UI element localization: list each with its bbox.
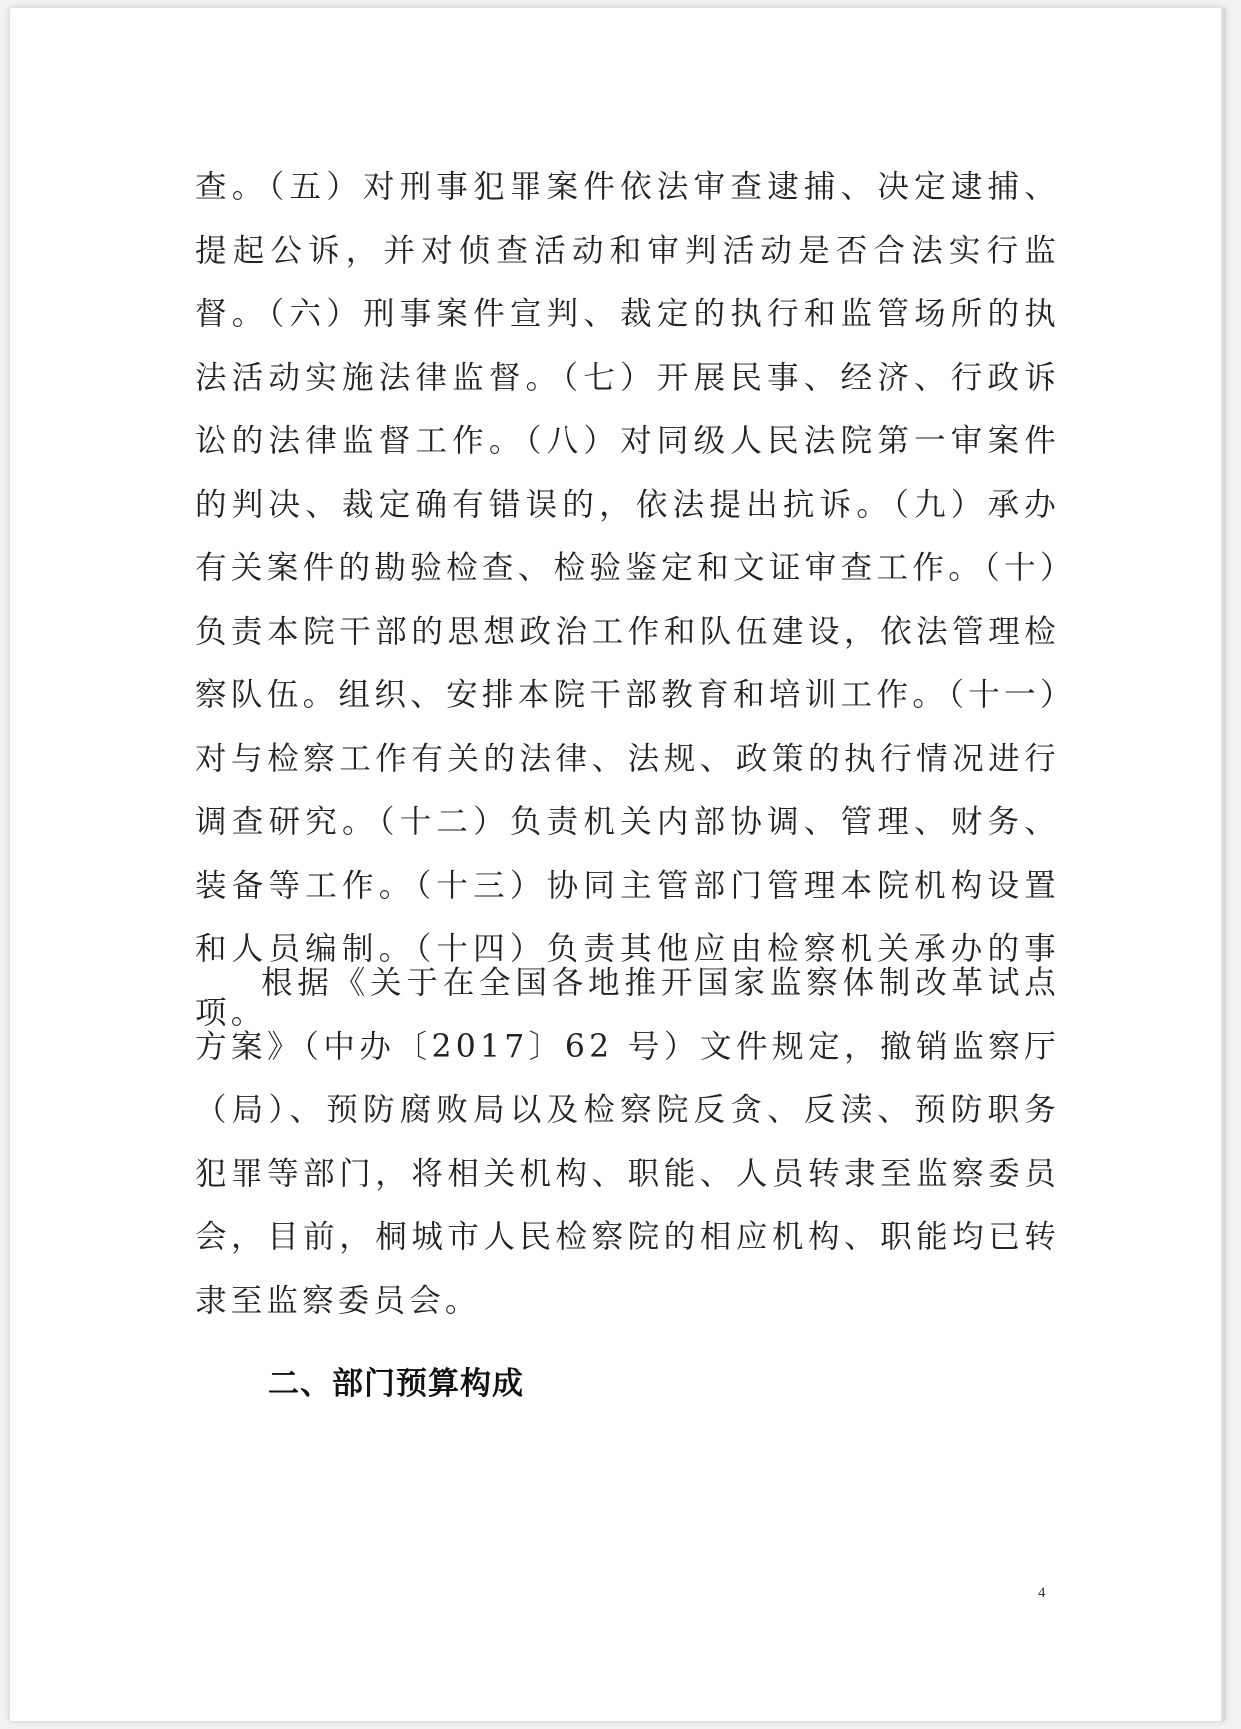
section-heading: 二、部门预算构成 — [268, 1366, 524, 1402]
body-paragraph-reform: 根据《关于在全国各地推开国家监察体制改革试点方案》（中办〔2017〕62 号）文件规定，撤销监察厅（局）、预防腐败局以及检察院反贪、反渎、预防职务犯罪等部门，将相关机构、职能、人员转隶至监察委员会，目前，桐城市人民检察院的相应机构、职能均已转隶至监察委员会。 — [195, 965, 1060, 1319]
body-paragraph-duties: 查。（五）对刑事犯罪案件依法审查逮捕、决定逮捕、提起公诉，并对侦查活动和审判活动是否合法实行监督。（六）刑事案件宣判、裁定的执行和监管场所的执法活动实施法律监督。（七）开展民事、经济、行政诉讼的法律监督工作。（八）对同级人民法院第一审案件的判决、裁定确有错误的，依法提出抗诉。（九）承办有关案件的勘验检查、检验鉴定和文证审查工作。（十）负责本院干部的思想政治工作和队伍建设，依法管理检察队伍。组织、安排本院干部教育和培训工作。（十一）对与检察工作有关的法律、法规、政策的执行情况进行调查研究。（十二）负责机关内部协调、管理、财务、装备等工作。（十三）协同主管部门管理本院机构设置和人员编制。（十四）负责其他应由检察机关承办的事项。 — [195, 169, 1060, 1031]
page-edge-shadow — [1221, 8, 1225, 1721]
document-page — [10, 8, 1225, 1721]
page-number: 4 — [1038, 1585, 1046, 1601]
